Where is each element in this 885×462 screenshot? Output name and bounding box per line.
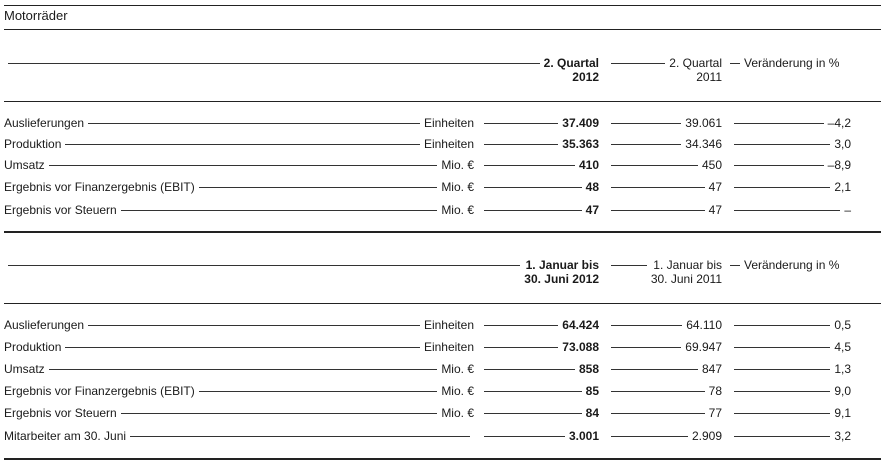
- row-unit: Einheiten: [423, 116, 474, 130]
- header-current: [4, 258, 599, 286]
- leader-line: [484, 187, 582, 188]
- quarter-divider: [4, 101, 881, 102]
- leader-line: [734, 210, 840, 211]
- row-prior-value: 34.346: [685, 137, 722, 151]
- header-prior-text: [651, 258, 722, 286]
- header-prior-line1: 1. Januar bis: [653, 258, 722, 272]
- top-rule: [4, 5, 881, 6]
- leader-line: [484, 144, 558, 145]
- row-unit: Mio. €: [441, 203, 474, 217]
- table-row: [4, 405, 881, 421]
- row-change-value: 9,0: [834, 384, 851, 398]
- leader-line: [65, 347, 420, 348]
- leader-line: [734, 187, 830, 188]
- row-current-cell: [480, 202, 599, 218]
- row-prior-cell: [607, 383, 722, 399]
- row-label-cell: [4, 339, 474, 355]
- leader-line: [734, 413, 830, 414]
- table-row: [4, 428, 881, 444]
- row-label-cell: [4, 428, 474, 444]
- row-unit: Mio. €: [441, 180, 474, 194]
- row-prior-cell: [607, 157, 722, 173]
- row-change-cell: [730, 179, 851, 195]
- header-change-text: Veränderung in %: [744, 56, 840, 70]
- leader-line: [121, 413, 438, 414]
- header-current-line1: 1. Januar bis: [525, 258, 599, 272]
- half-year-end-rule: [4, 458, 881, 460]
- leader-line: [130, 436, 470, 437]
- leader-line: [611, 436, 688, 437]
- row-label: Auslieferungen: [4, 318, 85, 332]
- row-change-cell: [730, 317, 851, 333]
- row-change-value: 3,2: [834, 429, 851, 443]
- row-current-cell: [480, 428, 599, 444]
- header-current-line1: 2. Quartal: [543, 56, 599, 70]
- row-prior-value: 64.110: [686, 318, 722, 332]
- row-prior-value: 77: [708, 406, 722, 420]
- leader-line: [484, 347, 558, 348]
- row-current-value: 410: [578, 158, 599, 172]
- header-prior: [607, 258, 722, 286]
- leader-line: [611, 325, 682, 326]
- row-current-value: 48: [585, 180, 599, 194]
- row-change-cell: [730, 157, 851, 173]
- half-year-header: [4, 258, 881, 288]
- header-change: [730, 258, 849, 272]
- header-current: [4, 56, 599, 84]
- leader-line: [611, 369, 698, 370]
- header-prior-text: [669, 56, 722, 84]
- row-label-cell: [4, 383, 474, 399]
- leader-line: [8, 63, 540, 64]
- row-change-value: 2,1: [834, 180, 851, 194]
- row-current-cell: [480, 317, 599, 333]
- row-current-cell: [480, 157, 599, 173]
- row-unit: Einheiten: [423, 137, 474, 151]
- leader-line: [734, 144, 830, 145]
- row-current-cell: [480, 136, 599, 152]
- row-label-cell: [4, 317, 474, 333]
- leader-line: [484, 123, 558, 124]
- row-label: Umsatz: [4, 362, 45, 376]
- row-current-cell: [480, 383, 599, 399]
- header-current-line2: 2012: [572, 70, 599, 84]
- header-current-line2: 30. Juni 2012: [524, 272, 599, 286]
- row-label-cell: [4, 361, 474, 377]
- leader-line: [199, 391, 438, 392]
- row-prior-value: 847: [701, 362, 722, 376]
- leader-line: [611, 413, 705, 414]
- row-prior-cell: [607, 339, 722, 355]
- row-current-value: 64.424: [562, 318, 599, 332]
- row-change-value: –: [844, 203, 851, 217]
- leader-line: [611, 144, 681, 145]
- row-unit: Einheiten: [423, 340, 474, 354]
- row-label: Mitarbeiter am 30. Juni: [4, 429, 127, 443]
- row-label-cell: [4, 405, 474, 421]
- header-prior-line1: 2. Quartal: [669, 56, 722, 70]
- leader-line: [484, 210, 582, 211]
- header-change: [730, 56, 849, 70]
- row-change-cell: [730, 361, 851, 377]
- table-row: [4, 179, 881, 195]
- leader-line: [734, 165, 824, 166]
- row-prior-cell: [607, 202, 722, 218]
- row-unit: Einheiten: [423, 318, 474, 332]
- header-prior: [607, 56, 722, 84]
- row-change-value: –4,2: [827, 116, 851, 130]
- table-row: [4, 157, 881, 173]
- leader-line: [730, 63, 740, 64]
- row-change-value: –8,9: [827, 158, 851, 172]
- row-label-cell: [4, 157, 474, 173]
- row-prior-cell: [607, 115, 722, 131]
- row-prior-value: 39.061: [685, 116, 722, 130]
- leader-line: [611, 63, 665, 64]
- row-current-cell: [480, 179, 599, 195]
- row-label: Ergebnis vor Steuern: [4, 203, 117, 217]
- leader-line: [734, 123, 824, 124]
- row-label: Produktion: [4, 137, 62, 151]
- row-current-value: 84: [585, 406, 599, 420]
- leader-line: [734, 391, 830, 392]
- row-prior-value: 47: [708, 203, 722, 217]
- leader-line: [484, 436, 565, 437]
- table-row: [4, 202, 881, 218]
- row-prior-value: 2.909: [691, 429, 722, 443]
- row-prior-cell: [607, 179, 722, 195]
- leader-line: [49, 369, 438, 370]
- leader-line: [730, 265, 740, 266]
- table-row: [4, 115, 881, 131]
- row-prior-value: 78: [708, 384, 722, 398]
- row-prior-cell: [607, 317, 722, 333]
- row-change-cell: [730, 383, 851, 399]
- row-change-value: 4,5: [834, 340, 851, 354]
- row-label: Ergebnis vor Steuern: [4, 406, 117, 420]
- row-current-value: 47: [585, 203, 599, 217]
- leader-line: [121, 210, 438, 211]
- row-change-cell: [730, 136, 851, 152]
- table-row: [4, 136, 881, 152]
- table-row: [4, 317, 881, 333]
- row-label-cell: [4, 115, 474, 131]
- row-unit: Mio. €: [441, 406, 474, 420]
- row-label: Auslieferungen: [4, 116, 85, 130]
- row-unit: Mio. €: [441, 362, 474, 376]
- row-current-cell: [480, 361, 599, 377]
- leader-line: [65, 144, 420, 145]
- row-current-value: 85: [585, 384, 599, 398]
- leader-line: [49, 165, 438, 166]
- row-unit: Mio. €: [441, 384, 474, 398]
- row-change-cell: [730, 115, 851, 131]
- row-change-value: 9,1: [834, 406, 851, 420]
- leader-line: [611, 347, 681, 348]
- title-rule: [4, 29, 881, 30]
- row-label: Produktion: [4, 340, 62, 354]
- table-row: [4, 339, 881, 355]
- row-current-value: 35.363: [562, 137, 599, 151]
- leader-line: [88, 123, 420, 124]
- table-row: [4, 383, 881, 399]
- row-change-value: 1,3: [834, 362, 851, 376]
- table-row: [4, 361, 881, 377]
- header-prior-line2: 2011: [696, 70, 722, 84]
- leader-line: [484, 325, 558, 326]
- row-label: Ergebnis vor Finanzergebnis (EBIT): [4, 180, 195, 194]
- header-current-text: [524, 258, 599, 286]
- row-label-cell: [4, 136, 474, 152]
- row-label: Ergebnis vor Finanzergebnis (EBIT): [4, 384, 195, 398]
- quarter-end-rule: [4, 231, 881, 233]
- quarter-header: [4, 56, 881, 86]
- row-current-value: 37.409: [562, 116, 599, 130]
- row-change-cell: [730, 339, 851, 355]
- leader-line: [611, 265, 647, 266]
- row-unit: Mio. €: [441, 158, 474, 172]
- leader-line: [734, 347, 830, 348]
- leader-line: [88, 325, 420, 326]
- row-prior-cell: [607, 361, 722, 377]
- header-prior-line2: 30. Juni 2011: [650, 272, 722, 286]
- row-label-cell: [4, 179, 474, 195]
- row-current-cell: [480, 405, 599, 421]
- leader-line: [484, 369, 575, 370]
- row-current-value: 3.001: [568, 429, 599, 443]
- row-change-value: 0,5: [834, 318, 851, 332]
- leader-line: [611, 210, 705, 211]
- row-prior-cell: [607, 136, 722, 152]
- leader-line: [611, 123, 681, 124]
- row-current-cell: [480, 339, 599, 355]
- leader-line: [484, 413, 582, 414]
- row-current-value: 858: [578, 362, 599, 376]
- row-current-value: 73.088: [562, 340, 599, 354]
- leader-line: [484, 165, 575, 166]
- leader-line: [734, 325, 830, 326]
- row-prior-cell: [607, 428, 722, 444]
- row-label-cell: [4, 202, 474, 218]
- row-label: Umsatz: [4, 158, 45, 172]
- leader-line: [611, 391, 705, 392]
- row-change-value: 3,0: [834, 137, 851, 151]
- header-current-text: [544, 56, 599, 84]
- leader-line: [611, 165, 698, 166]
- row-prior-value: 450: [701, 158, 722, 172]
- leader-line: [734, 436, 830, 437]
- leader-line: [484, 391, 582, 392]
- leader-line: [611, 187, 705, 188]
- header-change-text: Veränderung in %: [744, 258, 840, 272]
- leader-line: [8, 265, 520, 266]
- leader-line: [734, 369, 830, 370]
- row-current-cell: [480, 115, 599, 131]
- leader-line: [199, 187, 438, 188]
- row-change-cell: [730, 405, 851, 421]
- row-change-cell: [730, 428, 851, 444]
- row-prior-cell: [607, 405, 722, 421]
- half-year-divider: [4, 303, 881, 304]
- row-prior-value: 69.947: [685, 340, 722, 354]
- table-title: Motorräder: [4, 8, 68, 23]
- row-change-cell: [730, 202, 851, 218]
- row-prior-value: 47: [708, 180, 722, 194]
